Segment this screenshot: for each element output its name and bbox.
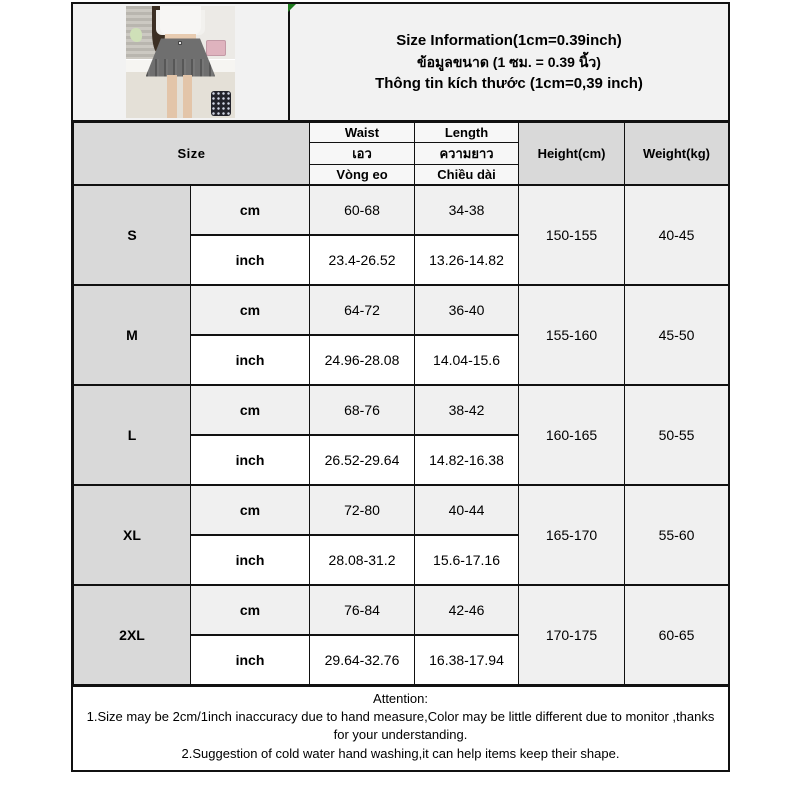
photo-white-top bbox=[160, 6, 201, 35]
length-value-cm: 40-44 bbox=[415, 485, 519, 535]
size-info-title-en: Size Information(1cm=0.39inch) bbox=[396, 31, 622, 49]
unit-label-inch: inch bbox=[191, 535, 310, 585]
waist-value-cm: 64-72 bbox=[310, 285, 415, 335]
length-value-cm: 36-40 bbox=[415, 285, 519, 335]
weight-value: 40-45 bbox=[625, 185, 729, 285]
size-table bbox=[73, 122, 729, 686]
waist-value-inch: 28.08-31.2 bbox=[310, 535, 415, 585]
weight-value: 45-50 bbox=[625, 285, 729, 385]
size-info-title-vi: Thông tin kích thước (1cm=0,39 inch) bbox=[375, 75, 643, 93]
top-section bbox=[73, 4, 728, 122]
waist-value-inch: 23.4-26.52 bbox=[310, 235, 415, 285]
waist-value-cm: 68-76 bbox=[310, 385, 415, 435]
green-corner-marker-icon bbox=[288, 4, 296, 12]
length-value-inch: 14.82-16.38 bbox=[415, 435, 519, 485]
header-waist-en: Waist bbox=[310, 123, 415, 143]
size-label: S bbox=[74, 185, 191, 285]
size-label: XL bbox=[74, 485, 191, 585]
title-cell bbox=[290, 4, 728, 120]
attention-note bbox=[73, 686, 728, 770]
header-length-th: ความยาว bbox=[415, 143, 519, 165]
photo-laptop bbox=[206, 40, 226, 56]
unit-label-cm: cm bbox=[191, 285, 310, 335]
size-chart-panel bbox=[71, 2, 730, 772]
header-size: Size bbox=[74, 123, 310, 185]
header-height: Height(cm) bbox=[519, 123, 625, 185]
weight-value: 50-55 bbox=[625, 385, 729, 485]
size-label: 2XL bbox=[74, 585, 191, 685]
height-value: 150-155 bbox=[519, 185, 625, 285]
photo-bag bbox=[211, 91, 231, 116]
unit-label-cm: cm bbox=[191, 585, 310, 635]
length-value-cm: 38-42 bbox=[415, 385, 519, 435]
length-value-inch: 16.38-17.94 bbox=[415, 635, 519, 685]
length-value-inch: 14.04-15.6 bbox=[415, 335, 519, 385]
size-label: M bbox=[74, 285, 191, 385]
header-weight: Weight(kg) bbox=[625, 123, 729, 185]
waist-value-inch: 26.52-29.64 bbox=[310, 435, 415, 485]
header-waist-vi: Vòng eo bbox=[310, 165, 415, 185]
photo-plant bbox=[130, 28, 142, 42]
waist-value-inch: 29.64-32.76 bbox=[310, 635, 415, 685]
size-info-title-th: ข้อมูลขนาด (1 ซม. = 0.39 นิ้ว) bbox=[417, 53, 601, 70]
unit-label-inch: inch bbox=[191, 335, 310, 385]
height-value: 165-170 bbox=[519, 485, 625, 585]
length-value-inch: 13.26-14.82 bbox=[415, 235, 519, 285]
product-photo bbox=[126, 6, 235, 118]
height-value: 155-160 bbox=[519, 285, 625, 385]
photo-cell bbox=[73, 4, 290, 120]
weight-value: 55-60 bbox=[625, 485, 729, 585]
photo-skirt-button bbox=[178, 41, 182, 45]
unit-label-inch: inch bbox=[191, 635, 310, 685]
waist-value-cm: 76-84 bbox=[310, 585, 415, 635]
attention-heading: Attention: bbox=[373, 690, 428, 706]
header-length-en: Length bbox=[415, 123, 519, 143]
header-waist-th: เอว bbox=[310, 143, 415, 165]
unit-label-inch: inch bbox=[191, 235, 310, 285]
waist-value-inch: 24.96-28.08 bbox=[310, 335, 415, 385]
length-value-cm: 42-46 bbox=[415, 585, 519, 635]
length-value-cm: 34-38 bbox=[415, 185, 519, 235]
unit-label-cm: cm bbox=[191, 485, 310, 535]
unit-label-cm: cm bbox=[191, 385, 310, 435]
header-length-vi: Chiều dài bbox=[415, 165, 519, 185]
photo-model-leg bbox=[183, 75, 193, 118]
attention-note-2: 2.Suggestion of cold water hand washing,it can help items keep their shape. bbox=[181, 745, 620, 761]
length-value-inch: 15.6-17.16 bbox=[415, 535, 519, 585]
size-label: L bbox=[74, 385, 191, 485]
attention-note-1: 1.Size may be 2cm/1inch inaccuracy due to hand measure,Color may be little different due to monitor ,thanks for your understanding. bbox=[86, 708, 715, 743]
unit-label-cm: cm bbox=[191, 185, 310, 235]
weight-value: 60-65 bbox=[625, 585, 729, 685]
height-value: 170-175 bbox=[519, 585, 625, 685]
height-value: 160-165 bbox=[519, 385, 625, 485]
photo-model-leg bbox=[167, 75, 177, 118]
unit-label-inch: inch bbox=[191, 435, 310, 485]
waist-value-cm: 60-68 bbox=[310, 185, 415, 235]
waist-value-cm: 72-80 bbox=[310, 485, 415, 535]
